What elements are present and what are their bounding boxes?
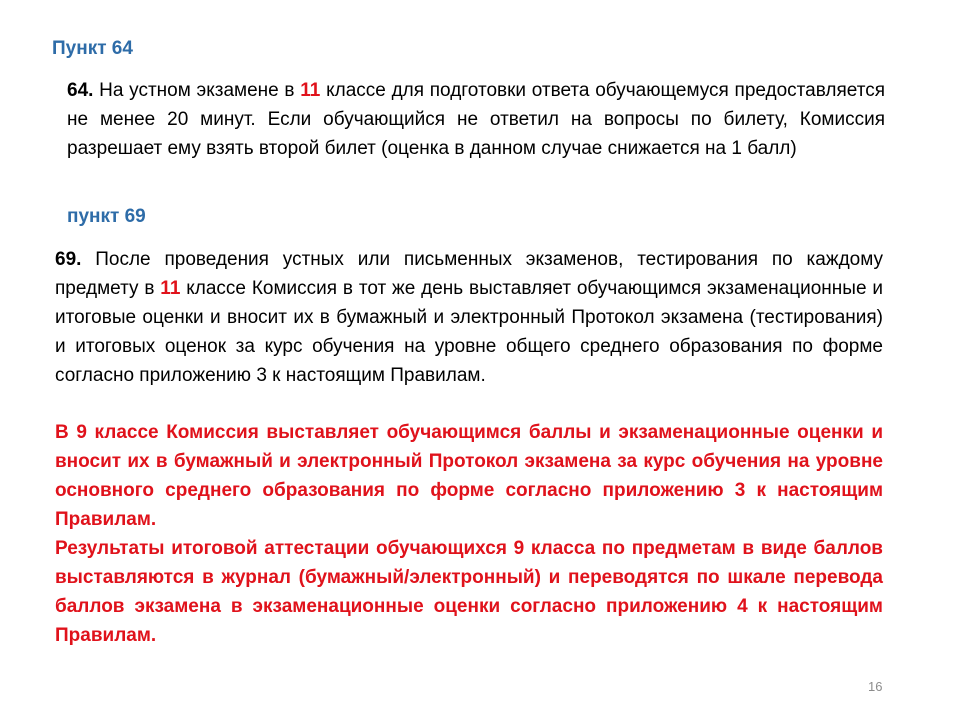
grade-9-protocol-paragraph: В 9 классе Комиссия выставляет обучающимся баллы и экзаменационные оценки и вносит их в бумажный и электронный Протокол экзамена за курс обучения на уровне основного среднего образования по форме согласно приложению 3 к настоящим Правилам. xyxy=(55,422,883,530)
section-69-heading: пункт 69 xyxy=(67,206,146,227)
page-number: 16 xyxy=(868,679,883,694)
grade-9-results-paragraph: Результаты итоговой аттестации обучающихся 9 класса по предметам в виде баллов выставляются в журнал (бумажный/электронный) и переводятся по шкале перевода баллов экзамена в экзаменационные оценки согласно приложению 4 к настоящим Правилам. xyxy=(55,538,883,646)
section-64-number: 64. xyxy=(67,80,94,101)
section-69-paragraph xyxy=(55,245,883,390)
section-64-paragraph xyxy=(67,76,885,163)
section-64-heading: Пункт 64 xyxy=(52,38,133,59)
section-64-text-end: классе для подготовки ответа обучающемуся предоставляется не менее 20 минут. Если обучающийся не ответил на вопросы по билету, Комиссия разрешает ему взять второй билет (оценка в данном случае снижается на 1 балл) xyxy=(67,80,885,159)
section-69-grade: 11 xyxy=(160,278,181,299)
section-69-text-end: классе Комиссия в тот же день выставляет обучающимся экзаменационные и итоговые оценки и вносит их в бумажный и электронный Протокол экзамена (тестирования) и итоговых оценок за курс обучения на уровне общего среднего образования по форме согласно приложению 3 к настоящим Правилам. xyxy=(55,278,883,386)
section-69-number: 69. xyxy=(55,249,82,270)
section-69-text-start: После проведения устных или письменных экзаменов, тестирования по каждому предмету в xyxy=(55,249,883,299)
section-64-text-start: На устном экзамене в xyxy=(93,80,301,101)
section-64-grade: 11 xyxy=(300,80,321,101)
